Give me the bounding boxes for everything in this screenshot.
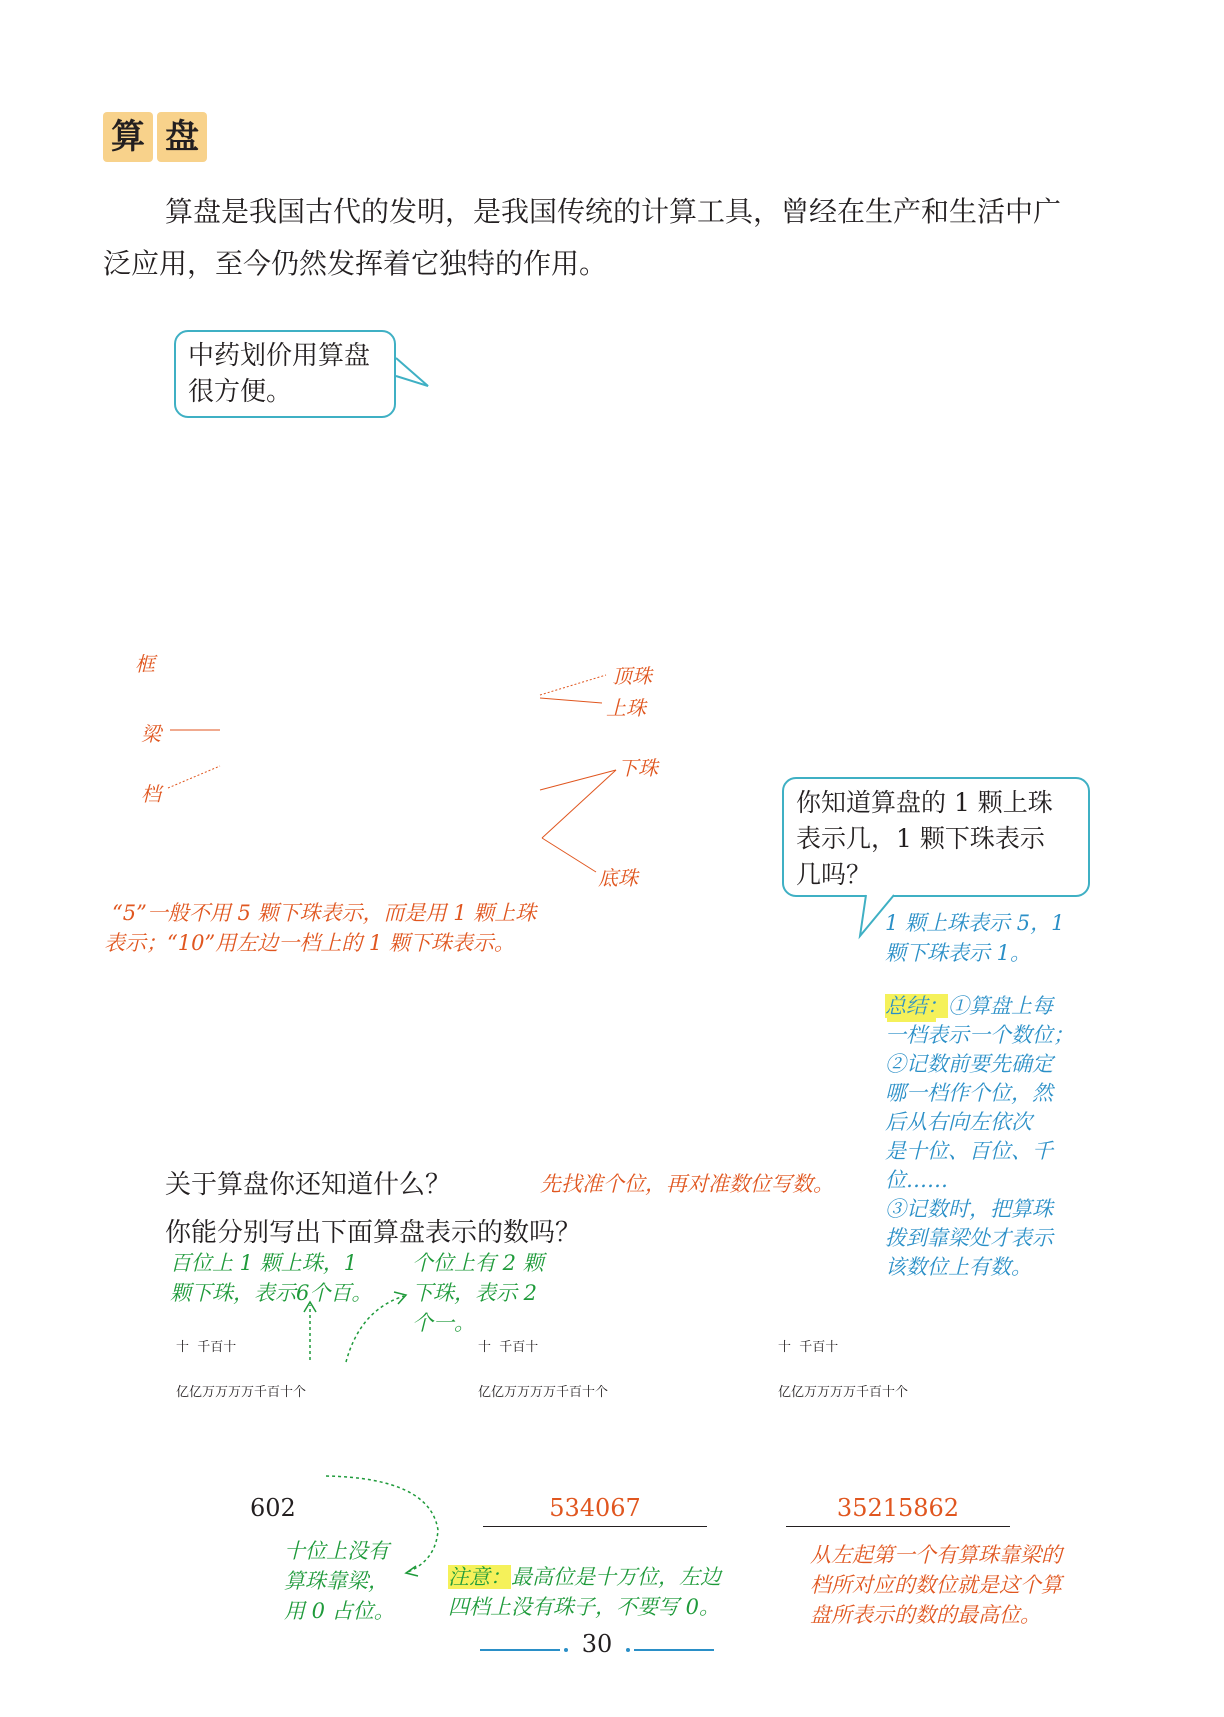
bubble-line: 几吗？ bbox=[796, 860, 872, 889]
place-row-top: 十 千百十 bbox=[778, 1340, 839, 1355]
attention-label: 注意： bbox=[448, 1565, 511, 1589]
answer-value-1: 602 bbox=[250, 1494, 296, 1522]
summary-line: ②记数前要先确定 bbox=[885, 1052, 1053, 1076]
label-top-bead: 顶珠 bbox=[612, 664, 652, 688]
arrow-ones bbox=[346, 1296, 404, 1362]
note-line: 颗下珠表示 1。 bbox=[885, 941, 1032, 965]
label-lower-bead: 下珠 bbox=[618, 756, 658, 780]
note-line: 百位上 1 颗上珠，1 bbox=[170, 1251, 358, 1275]
upper-bead-pointer-line bbox=[540, 698, 602, 703]
note-find-ones-place: 先找准个位，再对准数位写数。 bbox=[540, 1172, 834, 1196]
top-bead-pointer-line bbox=[540, 675, 606, 695]
summary-line: ①算盘上每 bbox=[948, 994, 1053, 1018]
summary-line: ③记数时，把算珠 bbox=[885, 1197, 1053, 1221]
note-line: 盘所表示的数的最高位。 bbox=[810, 1603, 1041, 1627]
bubble-line: 很方便。 bbox=[188, 377, 293, 407]
label-upper-bead: 上珠 bbox=[606, 696, 646, 720]
place-row-top: 十 千百十 bbox=[176, 1340, 237, 1355]
page-number: 30 bbox=[581, 1630, 613, 1658]
note-line: “5”一般不用 5 颗下珠表示，而是用 1 颗上珠 bbox=[112, 901, 537, 925]
summary-line: 是十位、百位、千 bbox=[885, 1139, 1053, 1163]
label-rod: 档 bbox=[141, 782, 161, 806]
summary-label: 总结： bbox=[885, 994, 948, 1018]
place-row-bottom: 亿亿万万万万千百十个 bbox=[478, 1385, 609, 1400]
bubble-line: 表示几，1 颗下珠表示 bbox=[796, 824, 1045, 853]
summary-line: 位…… bbox=[885, 1168, 948, 1192]
label-bottom-bead: 底珠 bbox=[598, 866, 638, 890]
bubble-tail-question bbox=[860, 895, 894, 936]
page-dot-right bbox=[626, 1648, 630, 1652]
intro-line-2: 泛应用，至今仍然发挥着它独特的作用。 bbox=[103, 247, 608, 280]
arrow-ones-head bbox=[394, 1292, 406, 1304]
label-frame: 框 bbox=[135, 652, 155, 676]
note-line: 个位上有 2 颗 bbox=[412, 1251, 544, 1275]
place-row-bottom: 亿亿万万万万千百十个 bbox=[778, 1385, 909, 1400]
note-line: 用 0 占位。 bbox=[284, 1599, 395, 1623]
arrow-tens bbox=[326, 1476, 438, 1572]
note-line: 档所对应的数位就是这个算 bbox=[810, 1573, 1062, 1597]
note-line: 十位上没有 bbox=[284, 1539, 389, 1563]
note-line: 算珠靠梁， bbox=[284, 1569, 389, 1593]
note-line: 四档上没有珠子，不要写 0。 bbox=[448, 1595, 721, 1619]
bubble-tail-medicine bbox=[396, 358, 428, 386]
title-char-1: 算 bbox=[103, 112, 153, 162]
note-line: 颗下珠，表示6个百。 bbox=[170, 1281, 373, 1305]
bubble-line: 中药划价用算盘 bbox=[188, 341, 371, 371]
place-row-top: 十 千百十 bbox=[478, 1340, 539, 1355]
label-beam: 梁 bbox=[141, 722, 161, 746]
answer-value-3: 35215862 bbox=[836, 1494, 960, 1522]
question-what-else: 关于算盘你还知道什么？ bbox=[165, 1170, 452, 1200]
summary-line: 拨到靠梁处才表示 bbox=[885, 1226, 1053, 1250]
place-row-bottom: 亿亿万万万万千百十个 bbox=[176, 1385, 307, 1400]
summary-line: 后从右向左依次 bbox=[885, 1110, 1032, 1134]
note-line: 从左起第一个有算珠靠梁的 bbox=[810, 1543, 1062, 1567]
bubble-line: 你知道算盘的 1 颗上珠 bbox=[796, 788, 1053, 817]
title-char-2: 盘 bbox=[157, 112, 207, 162]
page-dot-left bbox=[564, 1648, 568, 1652]
bottom-bead-pointer-line bbox=[542, 838, 596, 872]
note-line: 最高位是十万位，左边 bbox=[511, 1565, 721, 1589]
summary-line: 哪一档作个位，然 bbox=[885, 1081, 1053, 1105]
intro-line-1: 算盘是我国古代的发明，是我国传统的计算工具，曾经在生产和生活中广 bbox=[165, 195, 1062, 228]
rod-pointer-line bbox=[168, 766, 220, 788]
answer-value-2: 534067 bbox=[549, 1494, 641, 1522]
note-line: 下珠，表示 2 bbox=[412, 1281, 538, 1305]
summary-line: 该数位上有数。 bbox=[885, 1255, 1032, 1279]
note-line: 表示；“10”用左边一档上的 1 颗下珠表示。 bbox=[104, 931, 515, 955]
note-line: 个一。 bbox=[412, 1311, 475, 1335]
note-line: 1 颗上珠表示 5，1 bbox=[885, 911, 1065, 935]
question-write-numbers: 你能分别写出下面算盘表示的数吗？ bbox=[165, 1218, 582, 1248]
summary-line: 一档表示一个数位； bbox=[885, 1023, 1074, 1047]
